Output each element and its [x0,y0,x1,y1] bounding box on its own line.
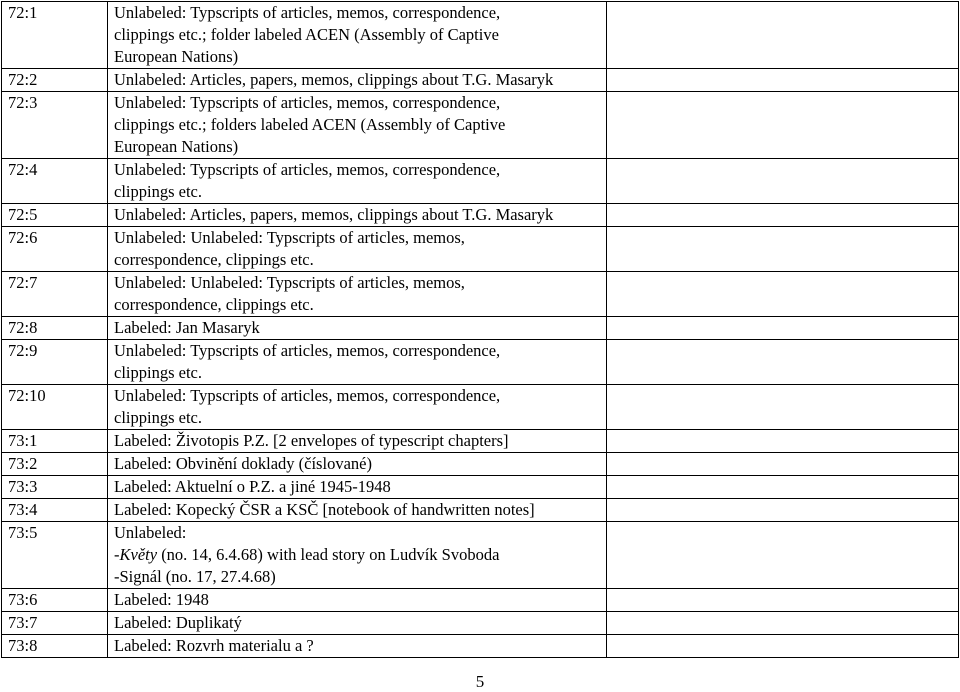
description-line: Unlabeled: Articles, papers, memos, clippings about T.G. Masaryk [114,70,554,89]
empty-cell [607,430,959,453]
item-description [108,589,607,612]
item-number: 73:6 [2,589,108,612]
description-line: correspondence, clippings etc. [114,295,314,314]
empty-cell [607,589,959,612]
empty-cell [607,476,959,499]
empty-cell [607,317,959,340]
description-line: Unlabeled: Unlabeled: Typscripts of articles, memos, [114,228,465,247]
empty-cell [607,453,959,476]
description-line: Labeled: Aktuelní o P.Z. a jiné 1945-1948 [114,477,391,496]
empty-cell [607,385,959,430]
empty-cell [607,159,959,204]
description-line: Labeled: Rozvrh materialu a ? [114,636,314,655]
table-row [2,317,959,340]
description-line: clippings etc. [114,363,202,382]
empty-cell [607,340,959,385]
item-description [108,499,607,522]
item-number: 73:7 [2,612,108,635]
item-description [108,227,607,272]
table-row [2,589,959,612]
item-number: 73:8 [2,635,108,658]
description-line: Labeled: Jan Masaryk [114,318,260,337]
description-line: -Signál (no. 17, 27.4.68) [114,567,276,586]
publication-detail: (no. 14, 6.4.68) with lead story on Ludvík Svoboda [157,545,500,564]
item-description [108,522,607,589]
item-description [108,612,607,635]
table-row [2,522,959,589]
empty-cell [607,204,959,227]
description-line: clippings etc. [114,182,202,201]
description-line: clippings etc. [114,408,202,427]
description-line: Unlabeled: Typscripts of articles, memos, correspondence, [114,3,501,22]
table-row [2,476,959,499]
table-row [2,2,959,69]
description-line: Labeled: Životopis P.Z. [2 envelopes of typescript chapters] [114,431,509,450]
empty-cell [607,522,959,589]
description-line: correspondence, clippings etc. [114,250,314,269]
description-line: Labeled: 1948 [114,590,209,609]
table-row [2,340,959,385]
description-line: Labeled: Duplikatý [114,613,242,632]
table-row [2,635,959,658]
description-line: Unlabeled: Typscripts of articles, memos, correspondence, [114,93,501,112]
item-description [108,272,607,317]
table-row [2,272,959,317]
item-description [108,317,607,340]
item-number: 72:1 [2,2,108,69]
item-number: 72:7 [2,272,108,317]
item-number: 73:4 [2,499,108,522]
table-row [2,430,959,453]
item-description [108,635,607,658]
item-description [108,430,607,453]
description-line: Unlabeled: Unlabeled: Typscripts of articles, memos, [114,273,465,292]
item-number: 73:1 [2,430,108,453]
item-number: 72:8 [2,317,108,340]
item-description [108,2,607,69]
inventory-table-body [2,2,959,658]
item-number: 72:6 [2,227,108,272]
table-row [2,69,959,92]
empty-cell [607,92,959,159]
page-number: 5 [475,672,485,691]
item-number: 72:3 [2,92,108,159]
item-description [108,453,607,476]
item-number: 72:4 [2,159,108,204]
item-number: 73:5 [2,522,108,589]
empty-cell [607,635,959,658]
description-line: Labeled: Kopecký ČSR a KSČ [notebook of handwritten notes] [114,500,535,519]
item-description [108,204,607,227]
empty-cell [607,2,959,69]
description-line: Unlabeled: [114,523,187,542]
description-line: Unlabeled: Typscripts of articles, memos, correspondence, [114,160,501,179]
description-line: Labeled: Obvinění doklady (číslované) [114,454,372,473]
item-number: 73:3 [2,476,108,499]
table-row [2,385,959,430]
table-row [2,204,959,227]
item-description [108,476,607,499]
table-row [2,227,959,272]
description-line: clippings etc.; folders labeled ACEN (Assembly of Captive [114,115,506,134]
inventory-table [1,1,959,658]
table-row [2,453,959,476]
item-description [108,159,607,204]
item-number: 72:2 [2,69,108,92]
description-line: Unlabeled: Typscripts of articles, memos, correspondence, [114,341,501,360]
item-number: 72:5 [2,204,108,227]
table-row [2,159,959,204]
publication-title: -Květy [114,545,158,564]
table-row [2,612,959,635]
item-description [108,69,607,92]
item-number: 72:10 [2,385,108,430]
item-number: 73:2 [2,453,108,476]
description-line: Unlabeled: Articles, papers, memos, clippings about T.G. Masaryk [114,205,554,224]
table-row [2,499,959,522]
empty-cell [607,272,959,317]
description-line: European Nations) [114,137,239,156]
item-number: 72:9 [2,340,108,385]
empty-cell [607,69,959,92]
description-line: European Nations) [114,47,239,66]
description-line: Unlabeled: Typscripts of articles, memos, correspondence, [114,386,501,405]
description-line [114,544,600,566]
description-line: clippings etc.; folder labeled ACEN (Assembly of Captive [114,25,499,44]
empty-cell [607,499,959,522]
empty-cell [607,612,959,635]
item-description [108,340,607,385]
item-description [108,92,607,159]
empty-cell [607,227,959,272]
item-description [108,385,607,430]
table-row [2,92,959,159]
